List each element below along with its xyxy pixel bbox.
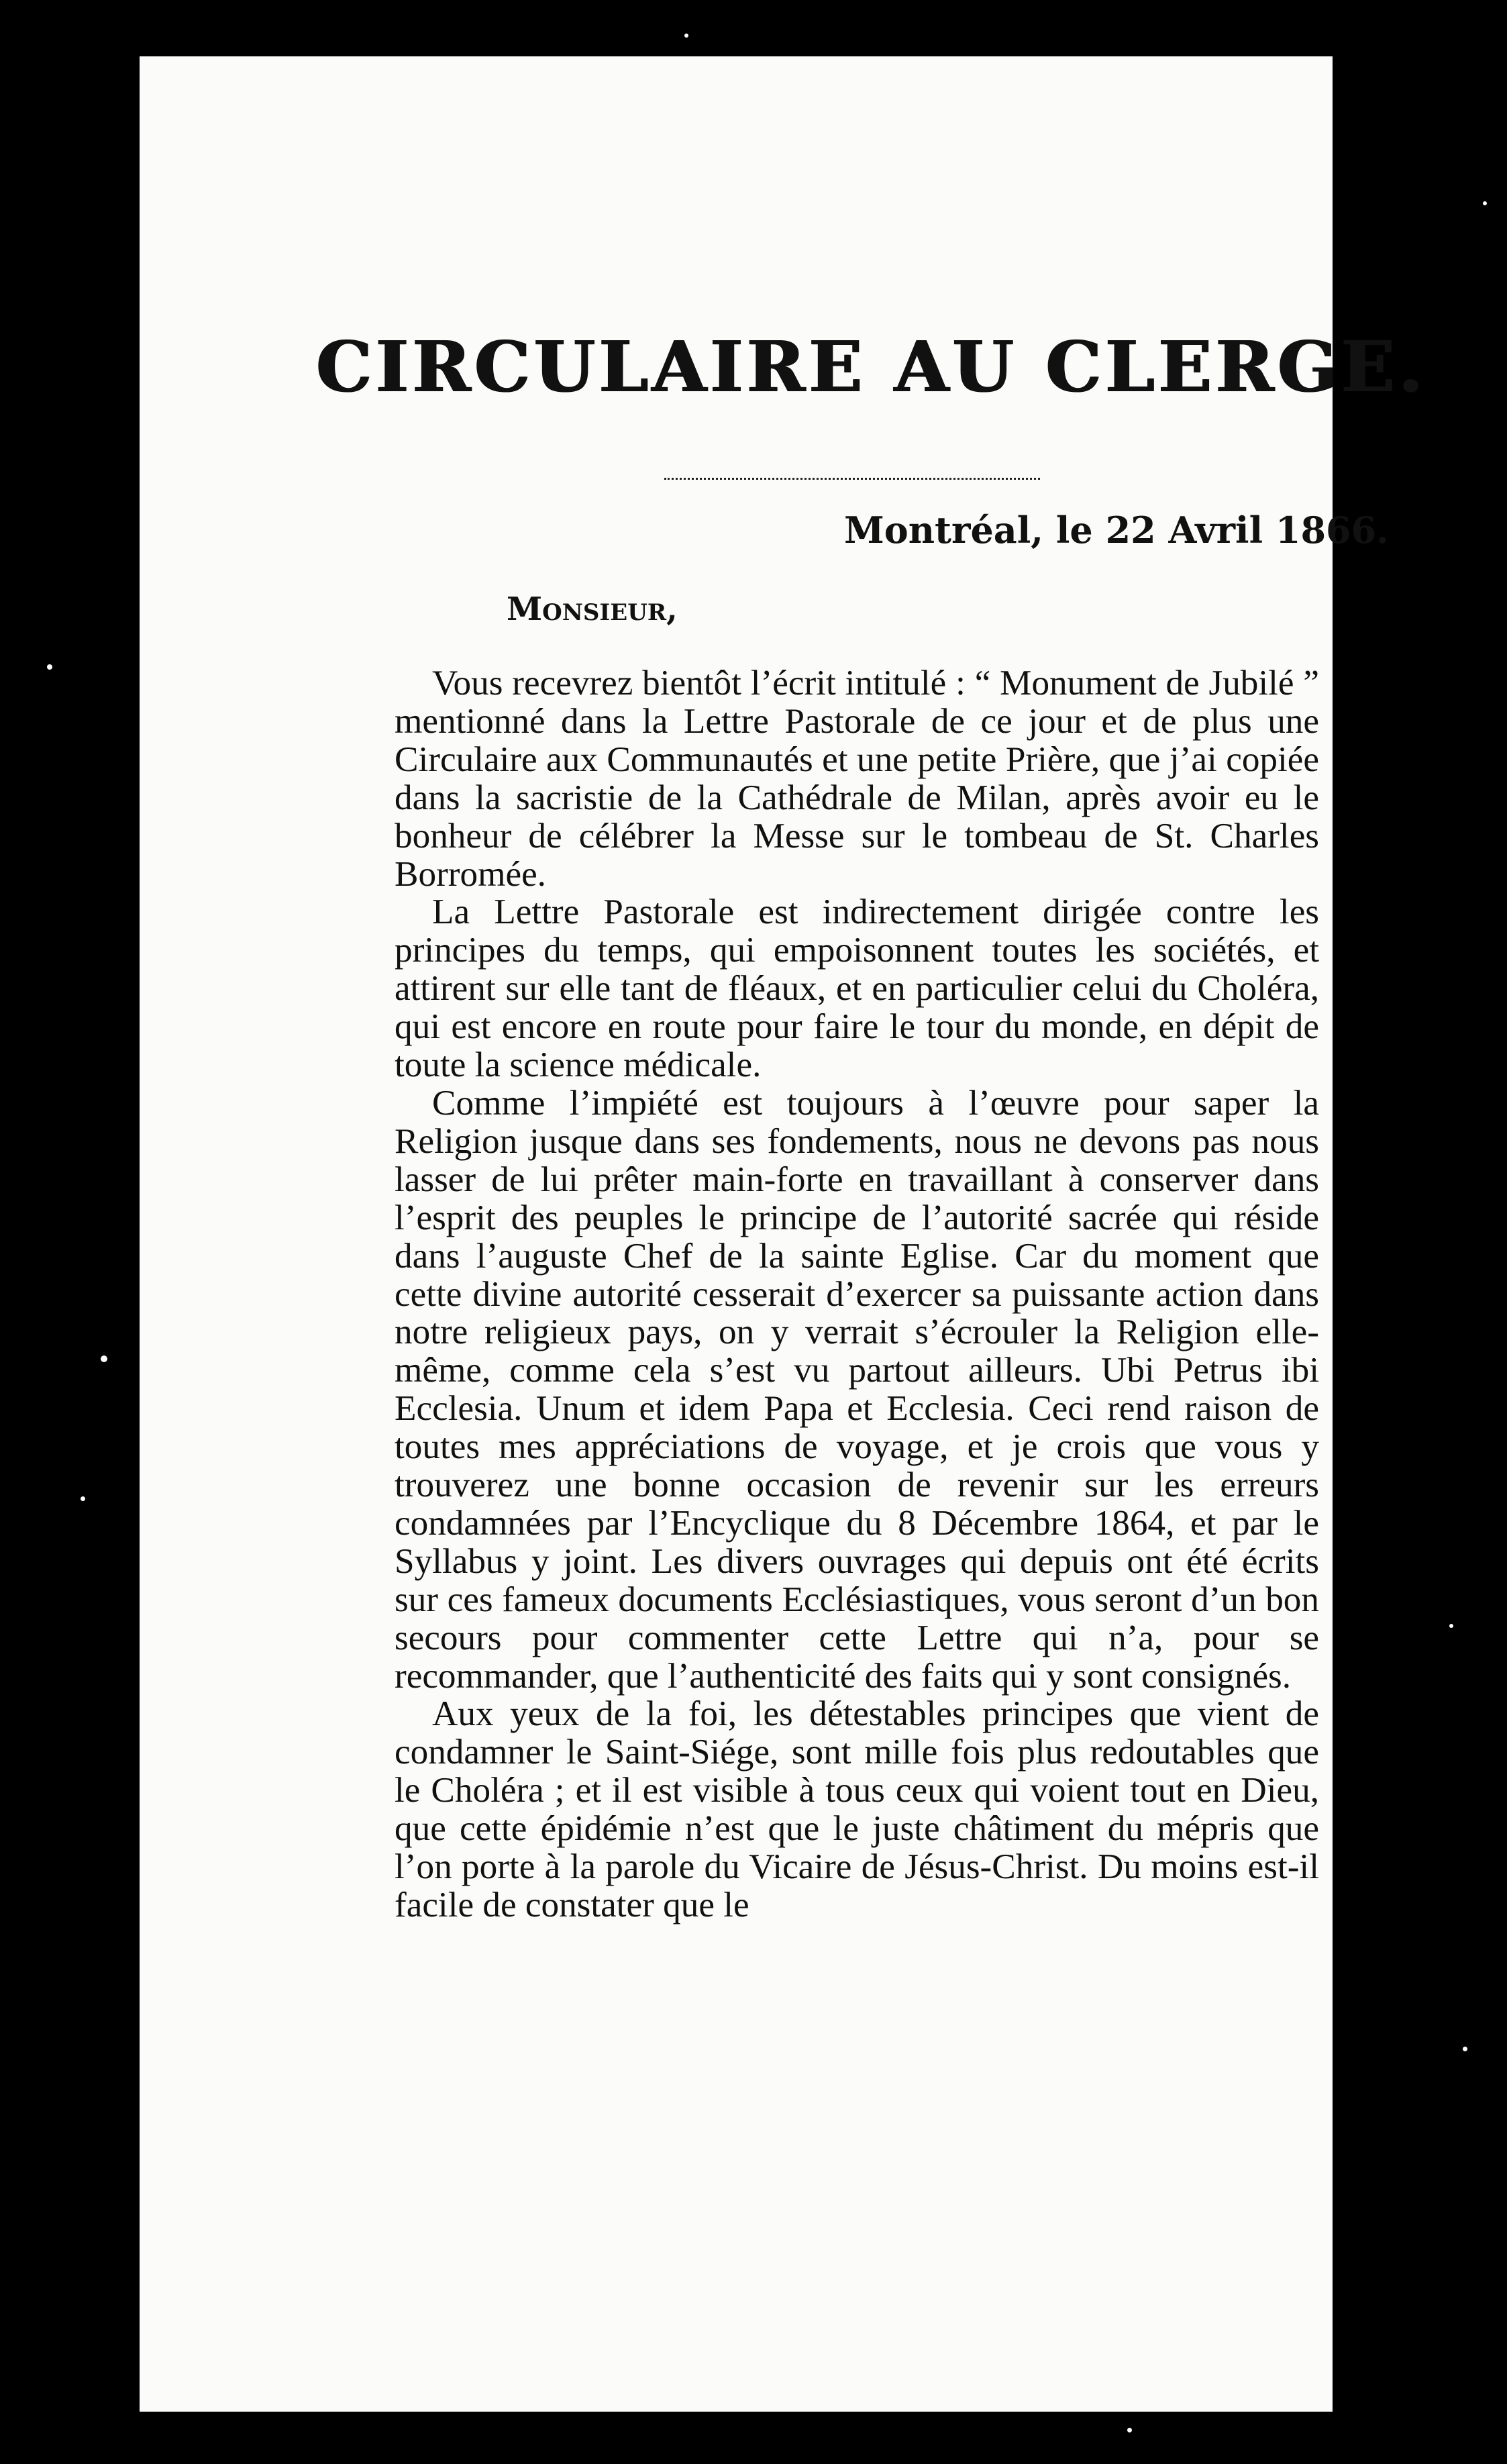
title-divider — [664, 478, 1040, 480]
paragraph-3: Comme l’impiété est toujours à l’œuvre pour saper la Religion jusque dans ses fondements, nous ne devons pas nous lasser de lui prêter main-forte en travaillant à conserver dans l’esprit des peuples le principe de l’autorité sacrée qui réside dans l’auguste Chef de la sainte Eglise. Car du moment que cette divine autorité cesserait d’exercer sa puissante action dans notre religieux pays, on y verrait s’écrouler la Religion elle-même, comme cela s’est vu partout ailleurs. Ubi Petrus ibi Ecclesia. Unum et idem Papa et Ecclesia. Ceci rend raison de toutes mes appréciations de voyage, et je crois que vous y trouverez une bonne occasion de revenir sur les erreurs condamnées par l’Encyclique du 8 Décembre 1864, et par le Syllabus y joint. Les divers ouvrages qui depuis ont été écrits sur ces fameux documents Ecclésiastiques, vous seront d’un bon secours pour commenter cette Lettre qui n’a, pour se recommander, que l’authenticité des faits qui y sont consignés. — [395, 1082, 1319, 1696]
salutation: Monsieur, — [507, 591, 678, 628]
paragraph-1: Vous recevrez bientôt l’écrit intitulé : “ Monument de Jubilé ” mentionné dans la Lettre Pastorale de ce jour et de plus une Circulaire aux Communautés et une petite Prière, que j’ai copiée dans la sacristie de la Cathédrale de Milan, après avoir eu le bonheur de célébrer la Messe sur le tombeau de St. Charles Borromée. — [395, 663, 1319, 894]
letter-body — [395, 664, 1319, 1924]
document-title: CIRCULAIRE AU CLERGE. — [315, 325, 1426, 408]
dateline: Montréal, le 22 Avril 1866. — [844, 509, 1389, 552]
paragraph-4: Aux yeux de la foi, les détestables principes que vient de condamner le Saint-Siége, sont mille fois plus redoutables que le Choléra ; et il est visible à tous ceux qui voient tout en Dieu, que cette épidémie n’est que le juste châtiment du mépris que l’on porte à la parole du Vicaire de Jésus-Christ. Du moins est-il facile de constater que le — [395, 1694, 1319, 1924]
paragraph-2: La Lettre Pastorale est indirectement dirigée contre les principes du temps, qui empoisonnent toutes les sociétés, et attirent sur elle tant de fléaux, et en particulier celui du Choléra, qui est encore en route pour faire le tour du monde, en dépit de toute la science médicale. — [395, 892, 1319, 1085]
